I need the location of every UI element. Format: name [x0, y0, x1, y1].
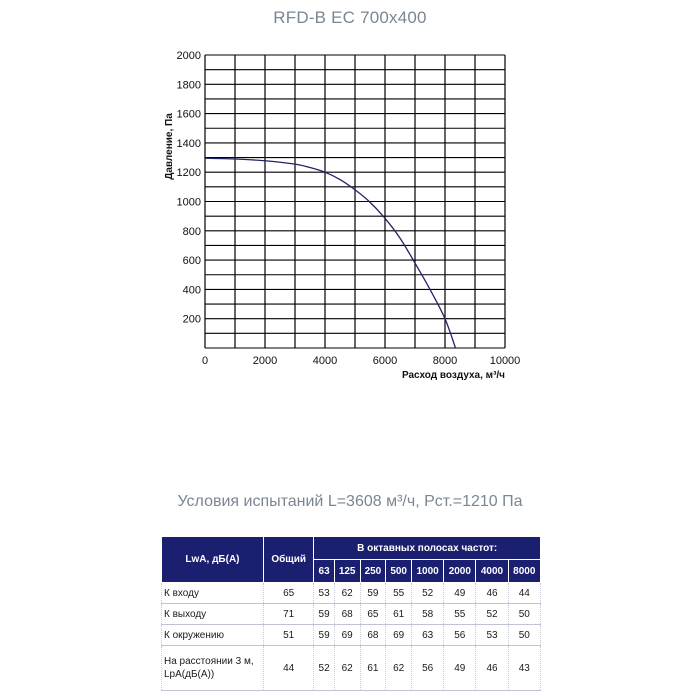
- y-tick-label: 400: [182, 284, 201, 297]
- band-value: 50: [508, 625, 540, 646]
- band-value: 43: [508, 646, 540, 691]
- band-header: 8000: [508, 560, 540, 583]
- x-tick-label: 10000: [489, 355, 521, 367]
- band-value: 49: [444, 583, 476, 604]
- band-header: 125: [334, 560, 360, 583]
- band-value: 59: [314, 625, 334, 646]
- x-tick-label: 4000: [312, 355, 338, 367]
- band-header: 2000: [444, 560, 476, 583]
- band-header: 500: [386, 560, 412, 583]
- band-value: 49: [444, 646, 476, 691]
- band-value: 53: [314, 583, 334, 604]
- band-value: 62: [334, 583, 360, 604]
- x-tick-label: 2000: [252, 355, 278, 367]
- table-row: [162, 646, 541, 691]
- band-value: 52: [412, 583, 444, 604]
- y-tick-label: 1600: [176, 108, 201, 121]
- band-value: 69: [334, 625, 360, 646]
- band-value: 63: [412, 625, 444, 646]
- y-tick-label: 1400: [176, 137, 201, 150]
- table-row: [162, 583, 541, 604]
- noise-table: [161, 536, 541, 691]
- row-total: 44: [263, 646, 313, 691]
- band-value: 53: [476, 625, 508, 646]
- band-value: 46: [476, 583, 508, 604]
- band-value: 68: [334, 604, 360, 625]
- band-value: 55: [386, 583, 412, 604]
- noise-table-body: [162, 583, 541, 691]
- band-value: 56: [444, 625, 476, 646]
- row-label: К входу: [162, 583, 264, 604]
- header-bands: В октавных полосах частот:: [314, 537, 541, 560]
- x-tick-label: 0: [201, 355, 209, 367]
- y-tick-label: 1200: [176, 167, 201, 180]
- x-tick-label: 6000: [372, 355, 398, 367]
- y-tick-label: 200: [182, 313, 201, 326]
- x-tick-label: 8000: [432, 355, 458, 367]
- band-value: 61: [360, 646, 386, 691]
- y-tick-label: 800: [182, 225, 201, 238]
- row-label: К окружению: [162, 625, 264, 646]
- band-value: 68: [360, 625, 386, 646]
- chart-grid: [205, 55, 505, 348]
- table-row: [162, 604, 541, 625]
- band-value: 59: [314, 604, 334, 625]
- y-tick-label: 1800: [176, 79, 201, 92]
- band-value: 65: [360, 604, 386, 625]
- band-header: 63: [314, 560, 334, 583]
- band-header: 1000: [412, 560, 444, 583]
- band-value: 56: [412, 646, 444, 691]
- test-conditions: Условия испытаний L=3608 м³/ч, Рст.=1210 Па: [177, 493, 523, 510]
- band-value: 44: [508, 583, 540, 604]
- chart-tick-labels: [177, 50, 521, 367]
- chart-title: RFD-B EC 700x400: [273, 8, 427, 27]
- band-value: 59: [360, 583, 386, 604]
- band-value: 46: [476, 646, 508, 691]
- header-lwa: LwA, дБ(А): [162, 537, 264, 583]
- band-value: 62: [334, 646, 360, 691]
- band-value: 58: [412, 604, 444, 625]
- row-label: К выходу: [162, 604, 264, 625]
- y-tick-label: 2000: [176, 50, 201, 62]
- x-axis-label: Расход воздуха, м³/ч: [401, 370, 505, 381]
- header-total: Общий: [263, 537, 313, 583]
- band-value: 50: [508, 604, 540, 625]
- y-tick-label: 600: [182, 255, 201, 268]
- band-value: 52: [314, 646, 334, 691]
- y-tick-label: 1000: [176, 196, 201, 209]
- row-total: 71: [263, 604, 313, 625]
- band-value: 61: [386, 604, 412, 625]
- band-value: 52: [476, 604, 508, 625]
- row-total: 65: [263, 583, 313, 604]
- band-header: 4000: [476, 560, 508, 583]
- band-value: 69: [386, 625, 412, 646]
- band-header: 250: [360, 560, 386, 583]
- row-total: 51: [263, 625, 313, 646]
- y-axis-label: Давление, Па: [164, 113, 175, 180]
- row-label: На расстоянии 3 м, LpA(дБ(А)): [162, 646, 264, 691]
- band-value: 55: [444, 604, 476, 625]
- band-value: 62: [386, 646, 412, 691]
- table-row: [162, 625, 541, 646]
